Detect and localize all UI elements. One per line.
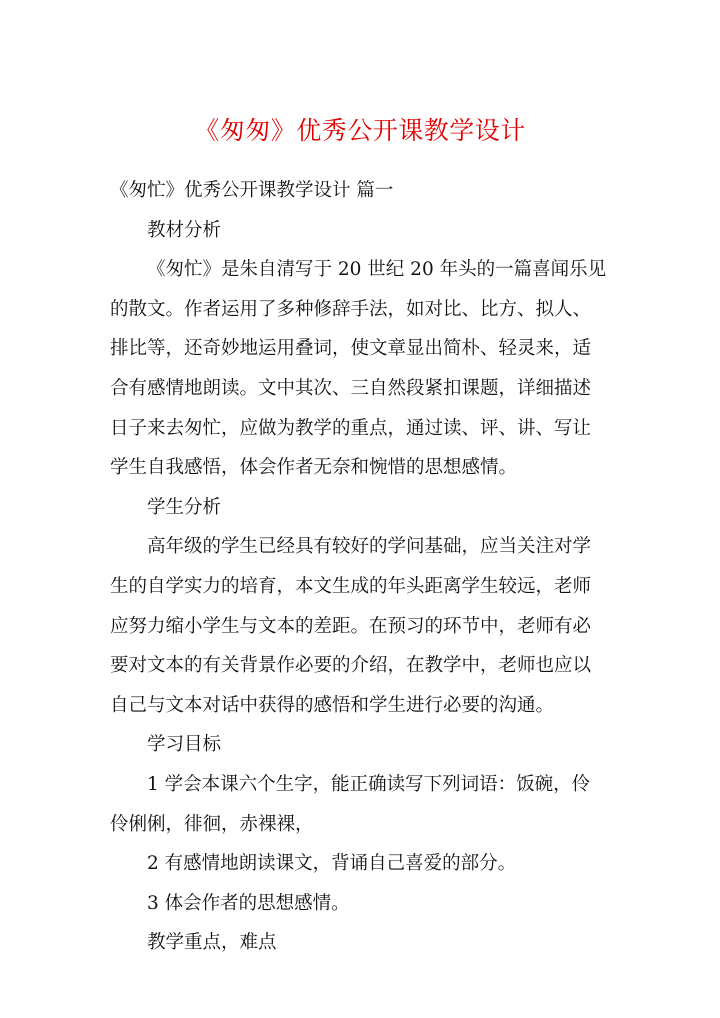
text-line: 学生自我感悟，体会作者无奈和惋惜的思想感情。: [110, 457, 518, 479]
text-line: 合有感情地朗读。文中其次、三自然段紧扣课题，详细描述: [110, 377, 592, 399]
document-title: 《匆匆》优秀公开课教学设计: [194, 116, 526, 145]
text-line: 要对文本的有关背景作必要的介绍，在教学中，老师也应以: [110, 655, 592, 677]
section-heading-keypoints: 教学重点，难点: [147, 932, 277, 954]
text-line: 生的自学实力的培育，本文生成的年头距离学生较远，老师: [110, 575, 592, 597]
text-line: 的散文。作者运用了多种修辞手法，如对比、比方、拟人、: [110, 298, 592, 320]
text-line: 伶俐俐，徘徊，赤裸裸，: [110, 813, 314, 835]
text-line: 应努力缩小学生与文本的差距。在预习的环节中，老师有必: [110, 615, 592, 637]
text-line: 日子来去匆忙，应做为教学的重点，通过读、评、讲、写让: [110, 417, 592, 439]
paragraph-material: [110, 250, 615, 488]
text-line: 《匆忙》是朱自清写于 20 世纪 20 年头的一篇喜闻乐见: [147, 259, 607, 281]
paragraph-student: [110, 527, 615, 725]
subtitle: 《匆忙》优秀公开课教学设计 篇一: [110, 180, 394, 201]
text-line: 1 学会本课六个生字，能正确读写下列词语：饭碗，伶: [147, 773, 591, 795]
text-line: 高年级的学生已经具有较好的学问基础，应当关注对学: [147, 536, 592, 558]
section-heading-student: 学生分析: [147, 496, 222, 518]
section-heading-goals: 学习目标: [147, 734, 222, 756]
document-body: [110, 171, 615, 963]
goal-item-3: 3 体会作者的思想感情。: [147, 892, 350, 914]
section-heading-material: 教材分析: [147, 219, 222, 241]
goal-item-2: 2 有感情地朗读课文，背诵自己喜爱的部分。: [147, 853, 517, 875]
goal-item-1: [110, 765, 615, 844]
text-line: 排比等，还奇妙地运用叠词，使文章显出简朴、轻灵来，适: [110, 338, 592, 360]
text-line: 自己与文本对话中获得的感悟和学生进行必要的沟通。: [110, 694, 555, 716]
